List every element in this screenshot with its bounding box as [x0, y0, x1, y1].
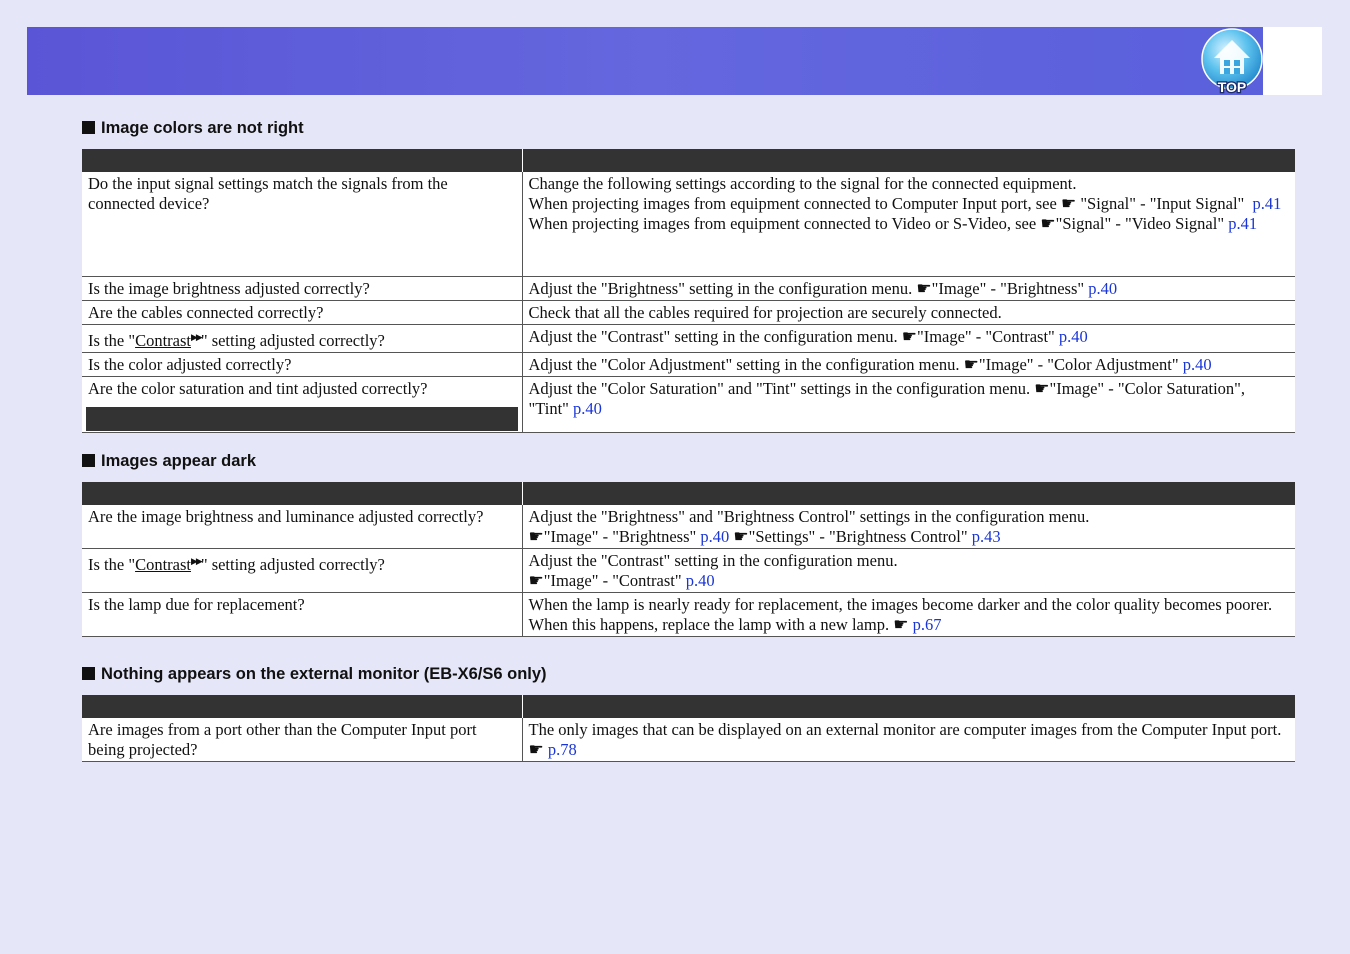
remedy-cell: Adjust the "Color Adjustment" setting in the configuration menu. ☛"Image" - "Color Adjustment" p.40	[522, 353, 1295, 377]
dark-bar	[86, 407, 518, 431]
glossary-arrow-icon: ▶▶	[190, 556, 201, 566]
pointing-hand-icon: ☛	[893, 615, 909, 634]
page-link[interactable]: p.67	[912, 615, 942, 634]
home-icon	[1200, 28, 1264, 94]
remedy-cell: Adjust the "Brightness" and "Brightness Control" settings in the configuration menu. ☛"Image" - "Brightness" p.40 ☛"Settings" - "Brightness Control" p.43	[522, 505, 1295, 549]
top-button[interactable]	[1200, 28, 1264, 94]
table-row	[82, 549, 1295, 593]
troubleshoot-table	[82, 695, 1295, 762]
pointing-hand-icon: ☛	[901, 327, 917, 346]
remedy-cell: Adjust the "Contrast" setting in the configuration menu. ☛"Image" - "Contrast" p.40	[522, 549, 1295, 593]
table-header-cell	[522, 482, 1295, 505]
section-title: Nothing appears on the external monitor (EB-X6/S6 only)	[82, 665, 547, 684]
page-link[interactable]: p.40	[685, 571, 715, 590]
table-row	[82, 593, 1295, 637]
pointing-hand-icon: ☛	[733, 527, 749, 546]
check-cell: Are the image brightness and luminance adjusted correctly?	[82, 505, 522, 549]
pointing-hand-icon: ☛	[916, 279, 932, 298]
square-bullet-icon	[82, 454, 95, 467]
header-bar	[27, 27, 1263, 95]
check-cell: Are the color saturation and tint adjusted correctly?	[82, 377, 522, 433]
pointing-hand-icon: ☛	[1060, 194, 1077, 213]
page-link[interactable]: p.78	[547, 740, 577, 759]
page-link[interactable]: p.40	[1058, 327, 1088, 346]
check-cell: Do the input signal settings match the signals from the connected device?	[82, 172, 522, 277]
table-header-cell	[522, 149, 1295, 172]
page-link[interactable]: p.41	[1228, 214, 1258, 233]
page-link[interactable]: p.43	[971, 527, 1001, 546]
remedy-cell: Adjust the "Contrast" setting in the configuration menu. ☛"Image" - "Contrast" p.40	[522, 325, 1295, 353]
glossary-link[interactable]: Contrast	[135, 331, 191, 350]
glossary-link[interactable]: Contrast	[135, 555, 191, 574]
check-cell: Is the color adjusted correctly?	[82, 353, 522, 377]
pointing-hand-icon: ☛	[528, 527, 544, 546]
pointing-hand-icon: ☛	[528, 740, 544, 759]
section-title: Image colors are not right	[82, 119, 304, 138]
pointing-hand-icon: ☛	[1034, 379, 1050, 398]
table-row	[82, 325, 1295, 353]
square-bullet-icon	[82, 121, 95, 134]
page-link[interactable]: p.40	[1182, 355, 1212, 374]
page-link[interactable]: p.41	[1252, 194, 1282, 213]
troubleshoot-table	[82, 149, 1295, 433]
pointing-hand-icon: ☛	[963, 355, 979, 374]
check-cell: Is the image brightness adjusted correctly?	[82, 277, 522, 301]
remedy-cell: When the lamp is nearly ready for replacement, the images become darker and the color quality becomes poorer. When this happens, replace the lamp with a new lamp. ☛ p.67	[522, 593, 1295, 637]
table-row	[82, 277, 1295, 301]
table-row	[82, 377, 1295, 433]
check-cell: Are images from a port other than the Computer Input port being projected?	[82, 718, 522, 762]
header-bar-end	[1263, 27, 1322, 95]
pointing-hand-icon: ☛	[528, 571, 544, 590]
page-link[interactable]: p.40	[1088, 279, 1118, 298]
glossary-arrow-icon: ▶▶	[190, 332, 201, 342]
table-row	[82, 301, 1295, 325]
check-cell: Are the cables connected correctly?	[82, 301, 522, 325]
table-header-cell	[522, 695, 1295, 718]
page-link[interactable]: p.40	[700, 527, 730, 546]
table-header-cell	[82, 482, 522, 505]
pointing-hand-icon: ☛	[1040, 214, 1056, 233]
table-row	[82, 172, 1295, 277]
remedy-cell: Check that all the cables required for projection are securely connected.	[522, 301, 1295, 325]
table-header-cell	[82, 695, 522, 718]
top-label: TOP	[1217, 79, 1247, 94]
table-row	[82, 505, 1295, 549]
table-row	[82, 718, 1295, 762]
remedy-cell: The only images that can be displayed on an external monitor are computer images from the Computer Input port. ☛ p.78	[522, 718, 1295, 762]
table-row	[82, 353, 1295, 377]
page-link[interactable]: p.40	[573, 399, 602, 418]
check-cell: Is the "Contrast▶▶" setting adjusted correctly?	[82, 325, 522, 353]
remedy-cell: Adjust the "Brightness" setting in the configuration menu. ☛"Image" - "Brightness" p.40	[522, 277, 1295, 301]
section-title: Images appear dark	[82, 452, 256, 471]
remedy-cell: Change the following settings according to the signal for the connected equipment. When projecting images from equipment connected to Computer Input port, see ☛ "Signal" - "Input Signal" p.41 When projecting images from equipment connected to Video or S-Video, see ☛"Signal" - "Video Signal" p.41	[522, 172, 1295, 277]
check-cell: Is the lamp due for replacement?	[82, 593, 522, 637]
remedy-cell: Adjust the "Color Saturation" and "Tint" settings in the configuration menu. ☛"Image" - "Color Saturation", "Tint" p.40	[522, 377, 1295, 433]
troubleshoot-table	[82, 482, 1295, 637]
table-header-cell	[82, 149, 522, 172]
square-bullet-icon	[82, 667, 95, 680]
check-cell: Is the "Contrast▶▶" setting adjusted correctly?	[82, 549, 522, 593]
